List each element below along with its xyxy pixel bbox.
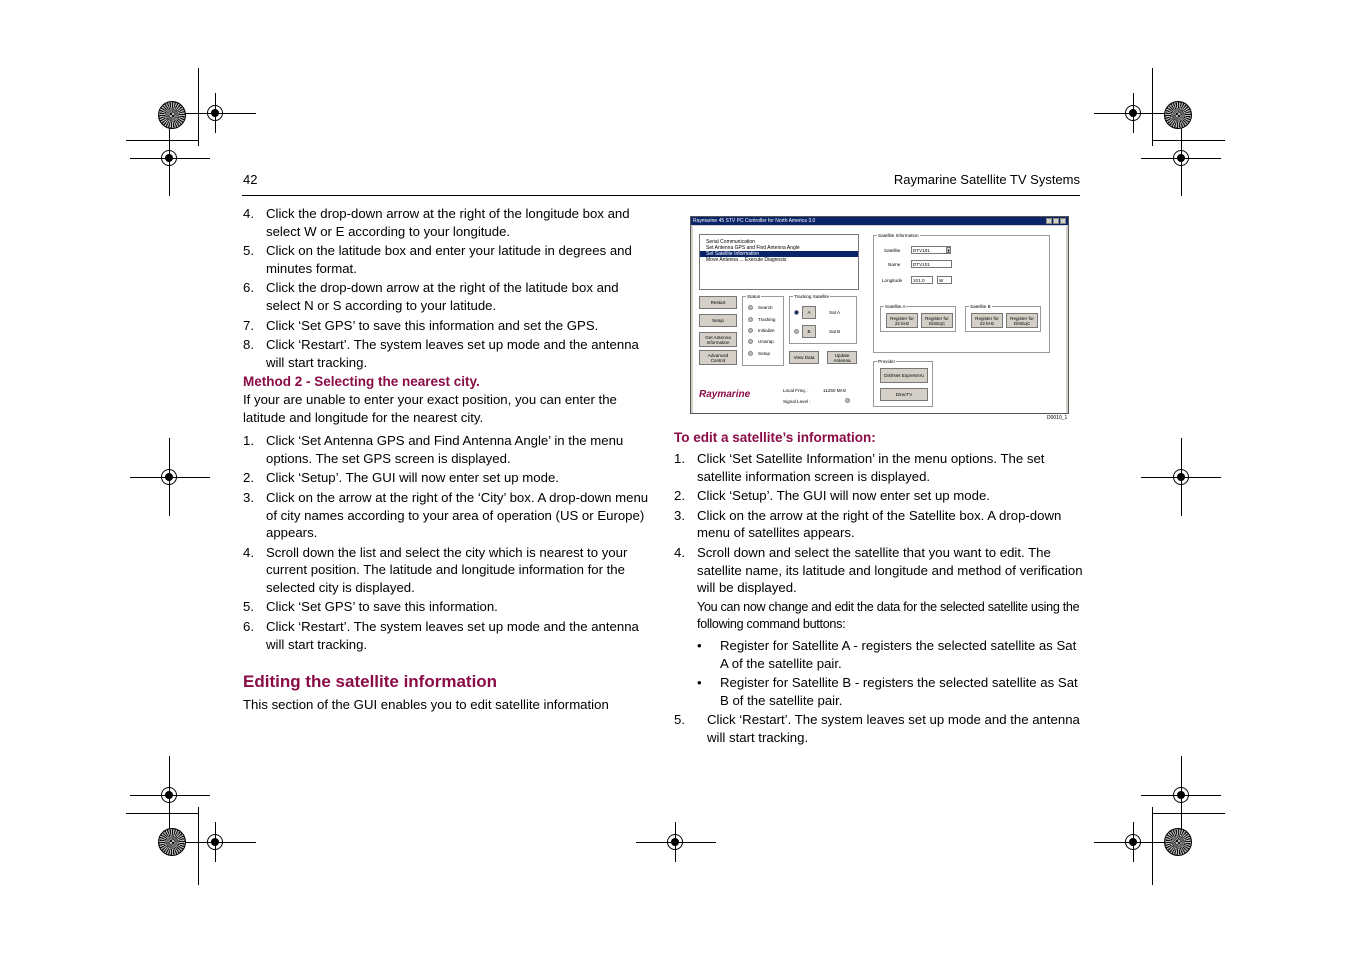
method2-heading: Method 2 - Selecting the nearest city. xyxy=(243,374,480,390)
maximize-icon[interactable] xyxy=(1053,218,1059,224)
figure-id: D0010_1 xyxy=(1047,415,1068,421)
registration-mark-icon xyxy=(161,469,177,485)
menu-item[interactable]: Set Antenna GPS and Find Antenna Angle xyxy=(706,245,800,251)
left-column xyxy=(243,205,655,655)
close-icon[interactable] xyxy=(1060,218,1066,224)
satellite-a-group: Satellite A Register for 22 kHz Register for DiSEqC xyxy=(880,306,956,332)
longitude-direction-select[interactable]: W xyxy=(937,276,952,284)
list-item: 3. Click on the arrow at the right of the Satellite box. A drop-down menu of satellites appears. xyxy=(674,507,1062,541)
section-intro: This section of the GUI enables you to edit satellite information xyxy=(243,697,609,712)
registration-burst-icon xyxy=(158,101,186,129)
sat-a-button[interactable]: A xyxy=(802,306,816,319)
window-titlebar: Raymarine 45 STV PC Controller for North America 3.0 xyxy=(691,217,1068,225)
setup-button[interactable]: Setup xyxy=(699,314,737,327)
list-item: 4. Scroll down and select the satellite that you want to edit. The satellite name, its latitude and longitude and method of verification will be displayed. xyxy=(674,544,1083,596)
right-column xyxy=(674,450,1084,749)
signal-level-led-icon xyxy=(845,398,850,403)
sat-b-radio[interactable] xyxy=(794,329,799,334)
list-item: 8. Click ‘Restart’. The system leaves set up mode and the antenna will start tracking. xyxy=(243,337,639,370)
menu-item-selected[interactable]: Set Satellite Information xyxy=(700,251,858,257)
registration-mark-icon xyxy=(207,105,223,121)
window-body: Serial Communication Set Antenna GPS and Find Antenna Angle Set Satellite Information Move Antenna ... Execute Diagnosis Restart Setup Get Antenna Information Advanced Control Status Search Tracking Initialize Unwrap Setup Tracking Satellite A Sat A B Sat B View Data Update Antenna Raymarine Local Freq. : 11250 MHz Signal Level : Satellite Information Satellite DTV101 ▾ Name DTV101 Longitude 101.0 W Satellite A Register for 22 kHz Register for DiSEqC Satellite B Register for 22 kHz Register for DiSEqC Provider DishNet ExpressVu DirecTV xyxy=(693,226,1066,413)
command-bullets xyxy=(697,637,1084,709)
register-a-22khz-button[interactable]: Register for 22 kHz xyxy=(886,313,918,328)
edit-satellite-heading: To edit a satellite’s information: xyxy=(674,430,876,445)
list-item: 7. Click ‘Set GPS’ to save this information and set the GPS. xyxy=(243,317,599,333)
registration-burst-icon xyxy=(1164,101,1192,129)
sat-b-button[interactable]: B xyxy=(802,325,816,338)
list-item: 5. Click ‘Set GPS’ to save this information. xyxy=(243,599,498,615)
list-item: 5. Click ‘Restart’. The system leaves set up mode and the antenna will start tracking. xyxy=(674,712,1080,745)
list-item: 4. Scroll down the list and select the city which is nearest to your current position. The latitude and longitude information for the selected city is displayed. xyxy=(243,544,628,595)
running-head: Raymarine Satellite TV Systems xyxy=(893,172,1080,187)
register-a-diseqc-button[interactable]: Register for DiSEqC xyxy=(921,313,953,328)
sat-a-radio[interactable] xyxy=(794,310,799,315)
list-item: 3. Click on the arrow at the right of the ‘City’ box. A drop-down menu of city names according to your area of operation (US or Europe) appears. xyxy=(243,489,649,541)
registration-mark-icon xyxy=(161,150,177,166)
method2-intro: If your are unable to enter your exact position, you can enter the latitude and longitude for the nearest city. xyxy=(243,391,617,425)
list-item: 2. Click ‘Setup’. The GUI will now enter set up mode. xyxy=(674,488,990,504)
menu-item[interactable]: Move Antenna ... Execute Diagnosis xyxy=(706,257,787,263)
registration-mark-icon xyxy=(207,834,223,850)
menu-list[interactable] xyxy=(699,234,859,290)
list-item: 1. Click ‘Set Satellite Information’ in the menu options. The set satellite information screen is displayed. xyxy=(674,451,1045,484)
list-item: 6. Click the drop-down arrow at the right of the latitude box and select N or S according to your latitude. xyxy=(243,280,619,313)
provider-group: Provider DishNet ExpressVu DirecTV xyxy=(873,361,933,407)
name-field[interactable]: DTV101 xyxy=(911,260,952,268)
raymarine-logo: Raymarine xyxy=(699,389,751,400)
register-b-diseqc-button[interactable]: Register for DiSEqC xyxy=(1006,313,1038,328)
registration-mark-icon xyxy=(161,787,177,803)
restart-button[interactable]: Restart xyxy=(699,296,737,309)
status-led-icon xyxy=(748,339,753,344)
list-item: 1. Click ‘Set Antenna GPS and Find Antenna Angle’ in the menu options. The set GPS screen is displayed. xyxy=(243,433,624,466)
gui-screenshot xyxy=(690,216,1069,414)
registration-mark-icon xyxy=(667,834,683,850)
longitude-field[interactable]: 101.0 xyxy=(911,276,933,284)
registration-mark-icon xyxy=(1173,787,1189,803)
status-led-icon xyxy=(748,317,753,322)
satellite-select[interactable]: DTV101 xyxy=(911,246,951,254)
minimize-icon[interactable] xyxy=(1046,218,1052,224)
registration-mark-icon xyxy=(1125,105,1141,121)
register-b-22khz-button[interactable]: Register for 22 kHz xyxy=(971,313,1003,328)
steps-list-c xyxy=(674,450,1084,597)
status-led-icon xyxy=(748,351,753,356)
registration-mark-icon xyxy=(1125,834,1141,850)
satellite-information-group: Satellite Information Satellite DTV101 ▾ Name DTV101 Longitude 101.0 W Satellite A Register for 22 kHz Register for DiSEqC Satellite B Register for 22 kHz Register for DiSEqC xyxy=(873,235,1050,353)
status-group: Status Search Tracking Initialize Unwrap Setup xyxy=(742,296,784,366)
satellite-b-group: Satellite B Register for 22 kHz Register for DiSEqC xyxy=(965,306,1041,332)
page-number: 42 xyxy=(243,172,258,187)
list-item: • Register for Satellite B - registers the selected satellite as Sat B of the satellite pair. xyxy=(697,675,1078,708)
status-led-icon xyxy=(748,305,753,310)
registration-mark-icon xyxy=(1173,150,1189,166)
get-antenna-info-button[interactable]: Get Antenna Information xyxy=(699,332,737,347)
directv-button[interactable]: DirecTV xyxy=(880,388,928,401)
advanced-control-button[interactable]: Advanced Control xyxy=(699,350,737,365)
list-item: 4. Click the drop-down arrow at the right of the longitude box and select W or E according to your longitude. xyxy=(243,206,630,239)
list-item: • Register for Satellite A - registers the selected satellite as Sat A of the satellite pair. xyxy=(697,637,1077,671)
list-item: 2. Click ‘Setup’. The GUI will now enter set up mode. xyxy=(243,470,559,486)
chevron-down-icon[interactable]: ▾ xyxy=(947,247,950,253)
steps-list-a xyxy=(243,205,655,371)
menu-item[interactable]: Serial Communication xyxy=(706,239,755,245)
registration-mark-icon xyxy=(1173,469,1189,485)
section-heading: Editing the satellite information xyxy=(243,672,498,691)
tracking-satellite-group: Tracking Satellite A Sat A B Sat B xyxy=(789,296,857,344)
view-data-button[interactable]: View Data xyxy=(789,351,819,364)
registration-burst-icon xyxy=(158,828,186,856)
list-item: 6. Click ‘Restart’. The system leaves set up mode and the antenna will start tracking. xyxy=(243,619,639,652)
update-antenna-button[interactable]: Update Antenna xyxy=(827,351,857,364)
header-rule xyxy=(242,195,1080,196)
registration-burst-icon xyxy=(1164,828,1192,856)
steps-list-b xyxy=(243,432,655,653)
command-buttons-note: You can now change and edit the data for the selected satellite using the following command buttons: xyxy=(697,599,1080,632)
status-led-icon xyxy=(748,328,753,333)
dishnet-button[interactable]: DishNet ExpressVu xyxy=(880,368,928,383)
list-item: 5. Click on the latitude box and enter your latitude in degrees and minutes format. xyxy=(243,243,632,276)
